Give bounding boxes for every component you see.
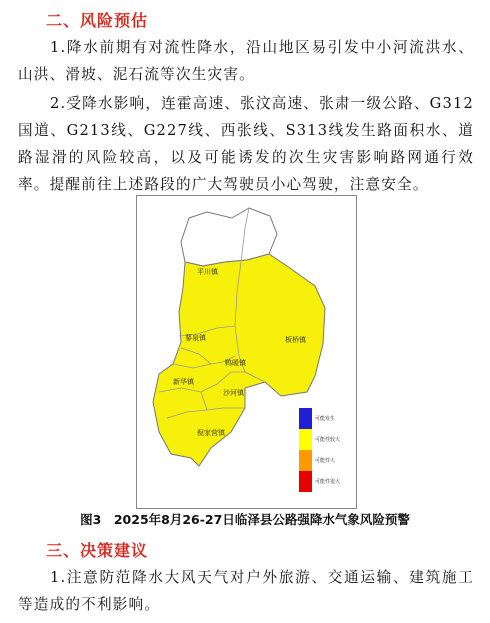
town-label-yanuan: 鸭暖镇 — [225, 359, 246, 367]
risk-paragraph-1: 1.降水前期有对流性降水，沿山地区易引发中小河流洪水、山洪、滑坡、泥石流等次生灾害。 — [18, 39, 474, 83]
legend-swatch-red — [299, 471, 312, 492]
legend-label-1: 可能发生 — [315, 416, 336, 422]
legend-label-3: 可能性大 — [315, 458, 336, 464]
town-label-xinhua: 新华镇 — [173, 378, 194, 386]
suggestion-paragraph-1: 1.注意防范降水大风天气对户外旅游、交通运输、建筑施工等造成的不利影响。 — [18, 569, 474, 613]
town-label-liaoquan: 蓼泉镇 — [185, 334, 206, 342]
risk-map-figure — [136, 195, 357, 509]
legend-swatch-blue — [299, 408, 312, 429]
town-label-banqiao: 板桥镇 — [285, 336, 306, 344]
risk-paragraph-2: 2.受降水影响，连霍高速、张汶高速、张肃一级公路、G312国道、G213线、G227线、西张线、S313线发生路面积水、道路湿滑的风险较高，以及可能诱发的次生灾害影响路网通行效率。提醒前往上述路段的广大驾驶员小心驾驶，注意安全。 — [18, 95, 474, 193]
section-3-heading: 三、决策建议 — [46, 541, 149, 560]
legend-label-4: 可能性很大 — [315, 479, 341, 485]
legend-label-2: 可能性较大 — [315, 437, 341, 443]
town-label-nijiaying: 倪家营镇 — [197, 429, 225, 437]
figure-caption: 图3 2025年8月26-27日临泽县公路强降水气象风险预警 — [80, 512, 410, 527]
town-label-shahe: 沙河镇 — [223, 389, 244, 397]
legend-swatch-yellow — [299, 429, 312, 450]
town-label-pingchuan: 平川镇 — [197, 268, 218, 276]
section-2-heading: 二、风险预估 — [46, 11, 149, 30]
legend-swatch-orange — [299, 450, 312, 471]
